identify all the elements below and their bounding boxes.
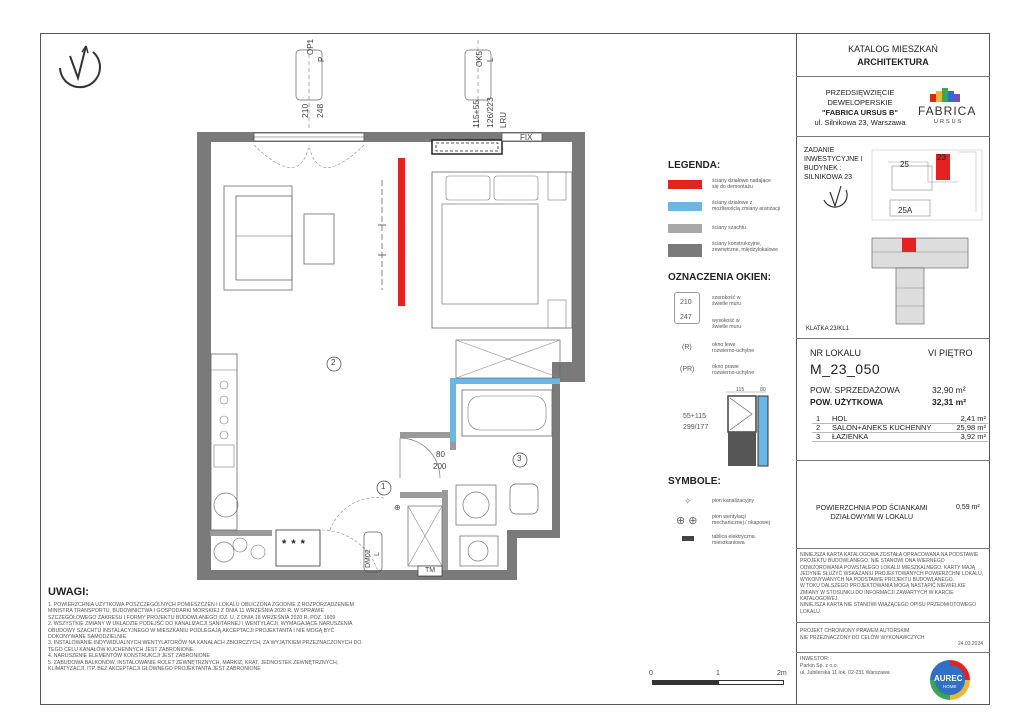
- window-detail-top2: 80: [760, 387, 766, 393]
- window-legend-1: szerokość w świetle muru: [712, 295, 742, 308]
- divider: [796, 136, 990, 137]
- copyright: PROJEKT CHRONIONY PRAWEM AUTORSKIM NIE PRZEZNACZONY DO CELÓW WYKONAWCZYCH: [800, 628, 925, 641]
- catalog-title: KATALOG MIESZKAŃ: [848, 44, 938, 54]
- room-2-label: 2: [331, 358, 336, 367]
- divider: [796, 548, 990, 549]
- window-right-dim2: 126/223: [485, 97, 495, 128]
- legend-swatch-blue: [668, 202, 702, 211]
- ventilation-riser-icon: ⊕ ⊕: [676, 515, 698, 527]
- north-arrow-icon: [48, 38, 108, 102]
- window-detail-dims1: 55+115: [683, 413, 707, 420]
- window-left-dim1: 210: [300, 103, 310, 118]
- symbol-1: pion kanalizacyjny: [712, 498, 755, 504]
- window-left-dim2: 248: [315, 103, 325, 118]
- symbols-title: SYMBOLE:: [668, 476, 721, 487]
- room-row: 3 ŁAZIENKA 3,92 m²: [816, 432, 986, 441]
- legend-item-3: ściany szachtu: [712, 225, 747, 231]
- sewer-riser-icon: ✧: [684, 496, 692, 506]
- legend-item-2: ściany działowe z możliwością zmiany aranżacji: [712, 200, 781, 213]
- sales-area-label: POW. SPRZEDAŻOWA: [810, 385, 900, 395]
- scale-0: 0: [649, 670, 653, 677]
- window-sym-left: (R): [682, 344, 692, 351]
- unit-nr-label: NR LOKALU: [810, 348, 862, 358]
- legend-item-1: ściany działowe nadające się do demontażu: [712, 178, 771, 191]
- window-left-tag: OP1: [306, 38, 315, 55]
- task-description: ZADANIE INWESTYCYJNE I BUDYNEK : SILNIKOWA 23: [804, 147, 863, 181]
- aurec-logo-sub: HOME: [943, 684, 957, 689]
- window-left-tag2: P: [317, 56, 326, 62]
- floor-key-plan: [866, 232, 976, 328]
- entry-door-tag: DM02: [365, 549, 372, 568]
- site-label-23: 23: [937, 153, 946, 162]
- window-detail-drawing: [722, 386, 772, 472]
- legend-swatch-grey: [668, 224, 702, 233]
- disclaimer: NINIEJSZA KARTA KATALOGOWA ZOSTAŁA OPRACOWANA NA PODSTAWIE PROJEKTU BUDOWLANEGO. NIE STANOWI ONA WIERNEGO ODWZOROWANIA POWSTAŁEGO LOKALU MIESZKALNEGO. KARTY MAJĄ JEDYNIE SŁUŻYĆ WSKAZANIU PROJEKTOWANYCH POWIERZCHNI LOKALU, WYKONYWANYCH NA PODSTAWIE PROJEKTU BUDOWLANEGO. W TOKU DALSZEGO PROJEKTOWANIA MOGĄ NASTĄPIĆ NIEWIELKIE ZMIANY W STOSUNKU DO INFORMACJI ZAWARTYCH W KARCIE KATALOGOWEJ. NINIEJSZA KARTA NIE STANOWI WIĄŻĄCEGO OPISU PRZEDMIOTOWEGO LOKALU.: [800, 552, 984, 615]
- project-name: PRZEDSIĘWZIĘCIE DEWELOPERSKIE "FABRICA URSUS B" ul. Silnikowa 23, Warszawa: [814, 88, 906, 127]
- window-legend-4: okno prawe rozwierno-uchylne: [712, 364, 755, 377]
- fabrica-logo-text: FABRICA: [918, 104, 977, 118]
- partition-area-value: 0,59 m²: [956, 504, 980, 511]
- scale-2: 2m: [777, 670, 787, 677]
- divider: [796, 652, 990, 653]
- sheet-date: 24.03.2024: [958, 641, 984, 647]
- partition-area-label: POWIERZCHNIA POD ŚCIANKAMI DZIAŁOWYMI W LOKALU: [816, 505, 928, 521]
- fabrica-logo-icon: [930, 88, 960, 102]
- divider: [796, 460, 990, 461]
- site-label-25: 25: [900, 160, 909, 169]
- divider: [812, 423, 988, 424]
- window-detail-top1: 115: [736, 387, 745, 393]
- window-detail-dims2: 299/177: [683, 424, 709, 431]
- room-3-label: 3: [517, 454, 522, 463]
- site-label-25a: 25A: [898, 206, 913, 215]
- windows-legend-title: OZNACZENIA OKIEN:: [668, 272, 771, 283]
- room-1-label: 1: [381, 482, 386, 491]
- scale-bar: [652, 680, 784, 685]
- divider: [812, 432, 988, 433]
- aurec-logo-text: AUREC: [934, 674, 963, 683]
- floor-plan: [190, 40, 590, 585]
- room-list: [812, 414, 988, 441]
- usable-area-label: POW. UŻYTKOWA: [810, 397, 884, 407]
- room-row: 1 HOL 2,41 m²: [816, 414, 986, 423]
- tm-label: TM: [425, 567, 436, 574]
- sales-area-value: 32,90 m²: [932, 385, 966, 395]
- entry-door-tag2: L: [374, 552, 381, 556]
- window-legend-2: wysokość w świetle muru: [712, 318, 742, 331]
- window-right-dim1: 115+55: [471, 100, 481, 128]
- divider: [796, 338, 990, 339]
- divider: [796, 622, 990, 623]
- symbol-2: pion wentylacji mechanicznej / okapowej: [712, 514, 770, 527]
- electrical-panel-label: * * *: [282, 538, 306, 550]
- fix-label: FIX: [520, 133, 533, 142]
- fabrica-logo-sub: URSUS: [934, 119, 964, 125]
- window-right-dim3: LRU: [499, 111, 508, 128]
- window-sym-width: 210: [680, 299, 692, 306]
- window-right-tag2: L: [486, 57, 495, 62]
- window-sym-height: 247: [680, 314, 692, 321]
- unit-floor: VI PIĘTRO: [928, 348, 973, 358]
- notes-title: UWAGI:: [48, 586, 89, 598]
- site-north-arrow-icon: [818, 184, 858, 218]
- room-row: 2 SALON+ANEKS KUCHENNY 25,98 m²: [816, 423, 986, 432]
- legend-swatch-red: [668, 180, 702, 189]
- divider: [812, 441, 988, 442]
- scale-1: 1: [716, 670, 720, 677]
- legend-swatch-dark: [668, 244, 702, 257]
- notes-list: 1. POWIERZCHNIA UŻYTKOWA POSZCZEGÓLNYCH POMIESZCZEŃ I LOKALU OBLICZONA ZGODNIE Z ROZPORZĄDZENIEM MINISTRA TRANSPORTU, BUDOWNICTWA I GOSPODARKI MORSKIEJ Z DNIA 11 WRZEŚNIA 2020 R. W SPRAWIE SZCZEGÓŁOWEGO ZAKRESU I FORMY PROJEKTU BUDOWLANEGO /DZ. U. Z DNIA 18 WRZEŚNIA 2020 R. POZ. 1609 2. WSZYSTKIE ZMIANY W UKŁADZIE PODEJŚĆ DO KANALIZACJI SANITARNEJ I WENTYLACJI, WYMAGAJĄCE NARUSZENIA OBUDOWY SZACHTU INSTALACYJNEGO W MIESZKANIU PODLEGAJĄ AKCEPTACJI PROJEKTANTA I NIE MOGĄ BYĆ DOKONYWANE SAMODZIELNIE. 3. INSTALOWANIE INDYWIDUALNYCH WENTYLATORÓW NA KANAŁACH ZBIORCZYCH, ZA WYJĄTKIEM PRZEZNACZONYCH DO TEGO CELU KANAŁÓW KUCHENNYCH JEST ZABRONIONE. 4. NARUSZENIE ELEMENTÓW KONSTRUKCJI JEST ZABRONIONE 5. ZABUDOWA BALKONÓW, INSTALOWANIE ROLET ZEWNĘTRZNYCH, MARKIZ, KRAT, JEDNOSTEK ZEWNĘTRZNYCH, KLIMATYZACJI, ITP. BEZ AKCEPTACJI GŁÓWNEGO PROJEKTANTA JEST ZABRONIONE: [48, 602, 362, 673]
- window-sym-right: (PR): [680, 366, 695, 373]
- investor-info: INWESTOR: Parkin Sp. z o.o. ul. Jubilerska 11 lok. 02-231 Warszawa: [800, 656, 890, 676]
- unit-number: M_23_050: [810, 361, 881, 377]
- legend-item-4: ściany konstrukcyjne, zewnętrzne, międzylokalowe: [712, 241, 779, 254]
- catalog-subtitle: ARCHITEKTURA: [857, 57, 929, 67]
- window-right-tag: OK5: [475, 50, 484, 67]
- legend-title: LEGENDA:: [668, 160, 721, 171]
- door-dim1: 80: [436, 450, 445, 459]
- window-legend-3: okno lewe rozwierno-uchylne: [712, 342, 755, 355]
- svg-text:⊕: ⊕: [394, 503, 401, 512]
- door-dim2: 200: [433, 462, 447, 471]
- divider: [796, 76, 990, 77]
- usable-area-value: 32,31 m²: [932, 397, 967, 407]
- symbol-3: tablica elektryczna mieszkaniowa: [712, 534, 755, 547]
- stair-label: KLATKA 23/KL1: [806, 326, 849, 332]
- site-plan-map: [868, 142, 986, 224]
- electrical-panel-icon: [682, 536, 694, 541]
